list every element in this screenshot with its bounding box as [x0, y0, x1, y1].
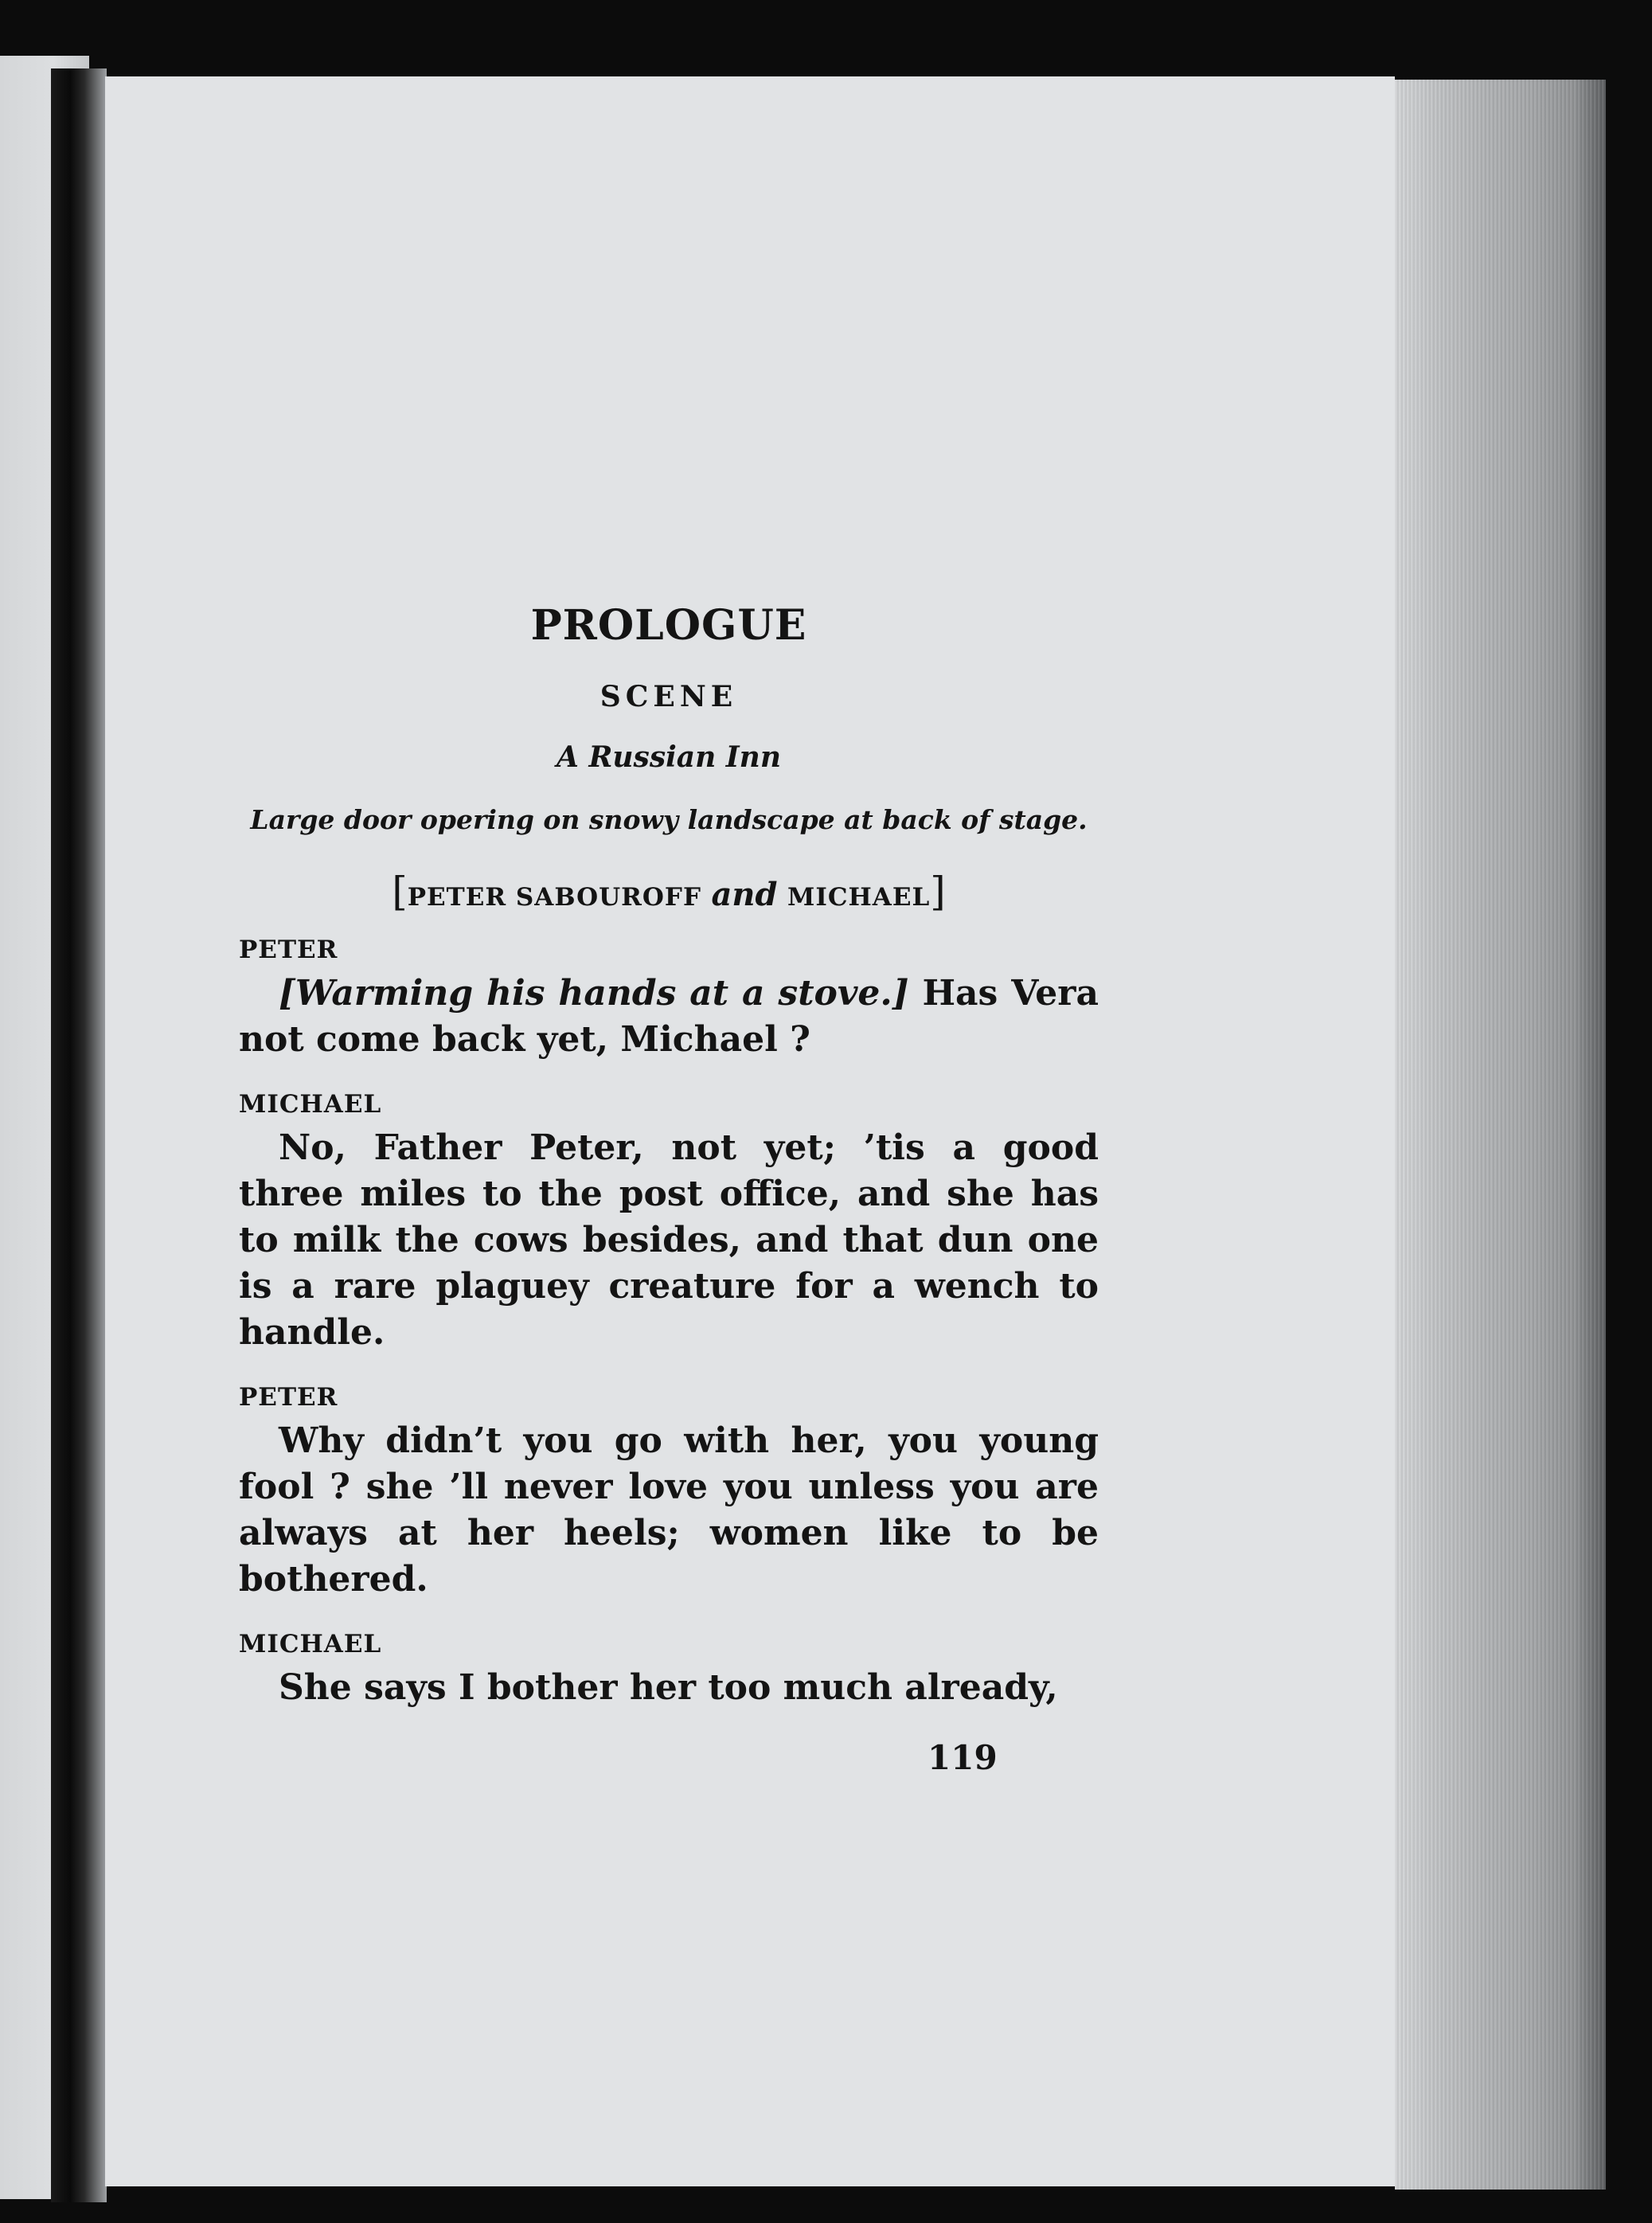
speech-text — [239, 971, 1099, 1063]
page-number: 119 — [928, 1738, 998, 1777]
cast-first: PETER SABOUROFF — [407, 883, 701, 912]
speech-line: Has Vera not come back yet, Michael ? — [239, 973, 1099, 1060]
speaker-name: PETER — [239, 1383, 338, 1412]
speech-text — [239, 1418, 1099, 1603]
page-text — [239, 601, 1099, 1738]
scene-location: A Russian Inn — [557, 740, 781, 774]
cast-close-bracket: ] — [930, 869, 946, 915]
stage-setting: Large door opering on snowy landscape at back of stage. — [250, 804, 1088, 835]
cast-open-bracket: [ — [392, 869, 408, 915]
speech-line: No, Father Peter, not yet; ’tis a good three miles to the post office, and she has to milk the cows besides, and that dun one is a rare plaguey creature for a wench to handle. — [239, 1127, 1099, 1353]
speaker-name: MICHAEL — [239, 1090, 382, 1119]
cast-joiner: and — [711, 876, 778, 913]
speech-text — [239, 1125, 1099, 1356]
book-gutter — [51, 68, 107, 2202]
speech-line: Why didn’t you go with her, you young fool ? she ’ll never love you unless you are always at her heels; women like to be bothered. — [239, 1420, 1099, 1600]
prologue-title: PROLOGUE — [530, 601, 807, 650]
speaker-name: PETER — [239, 936, 338, 964]
speech-line: She says I bother her too much already, — [279, 1667, 1058, 1708]
stage-direction: [Warming his hands at a stove.] — [279, 973, 909, 1014]
dialogue-block — [239, 936, 1099, 1711]
speaker-name: MICHAEL — [239, 1630, 382, 1658]
cast-second: MICHAEL — [787, 883, 931, 912]
cast-line — [239, 869, 1099, 915]
page-fore-edge — [1395, 80, 1606, 2190]
scene-heading: SCENE — [599, 680, 738, 713]
speech-text — [239, 1665, 1099, 1711]
